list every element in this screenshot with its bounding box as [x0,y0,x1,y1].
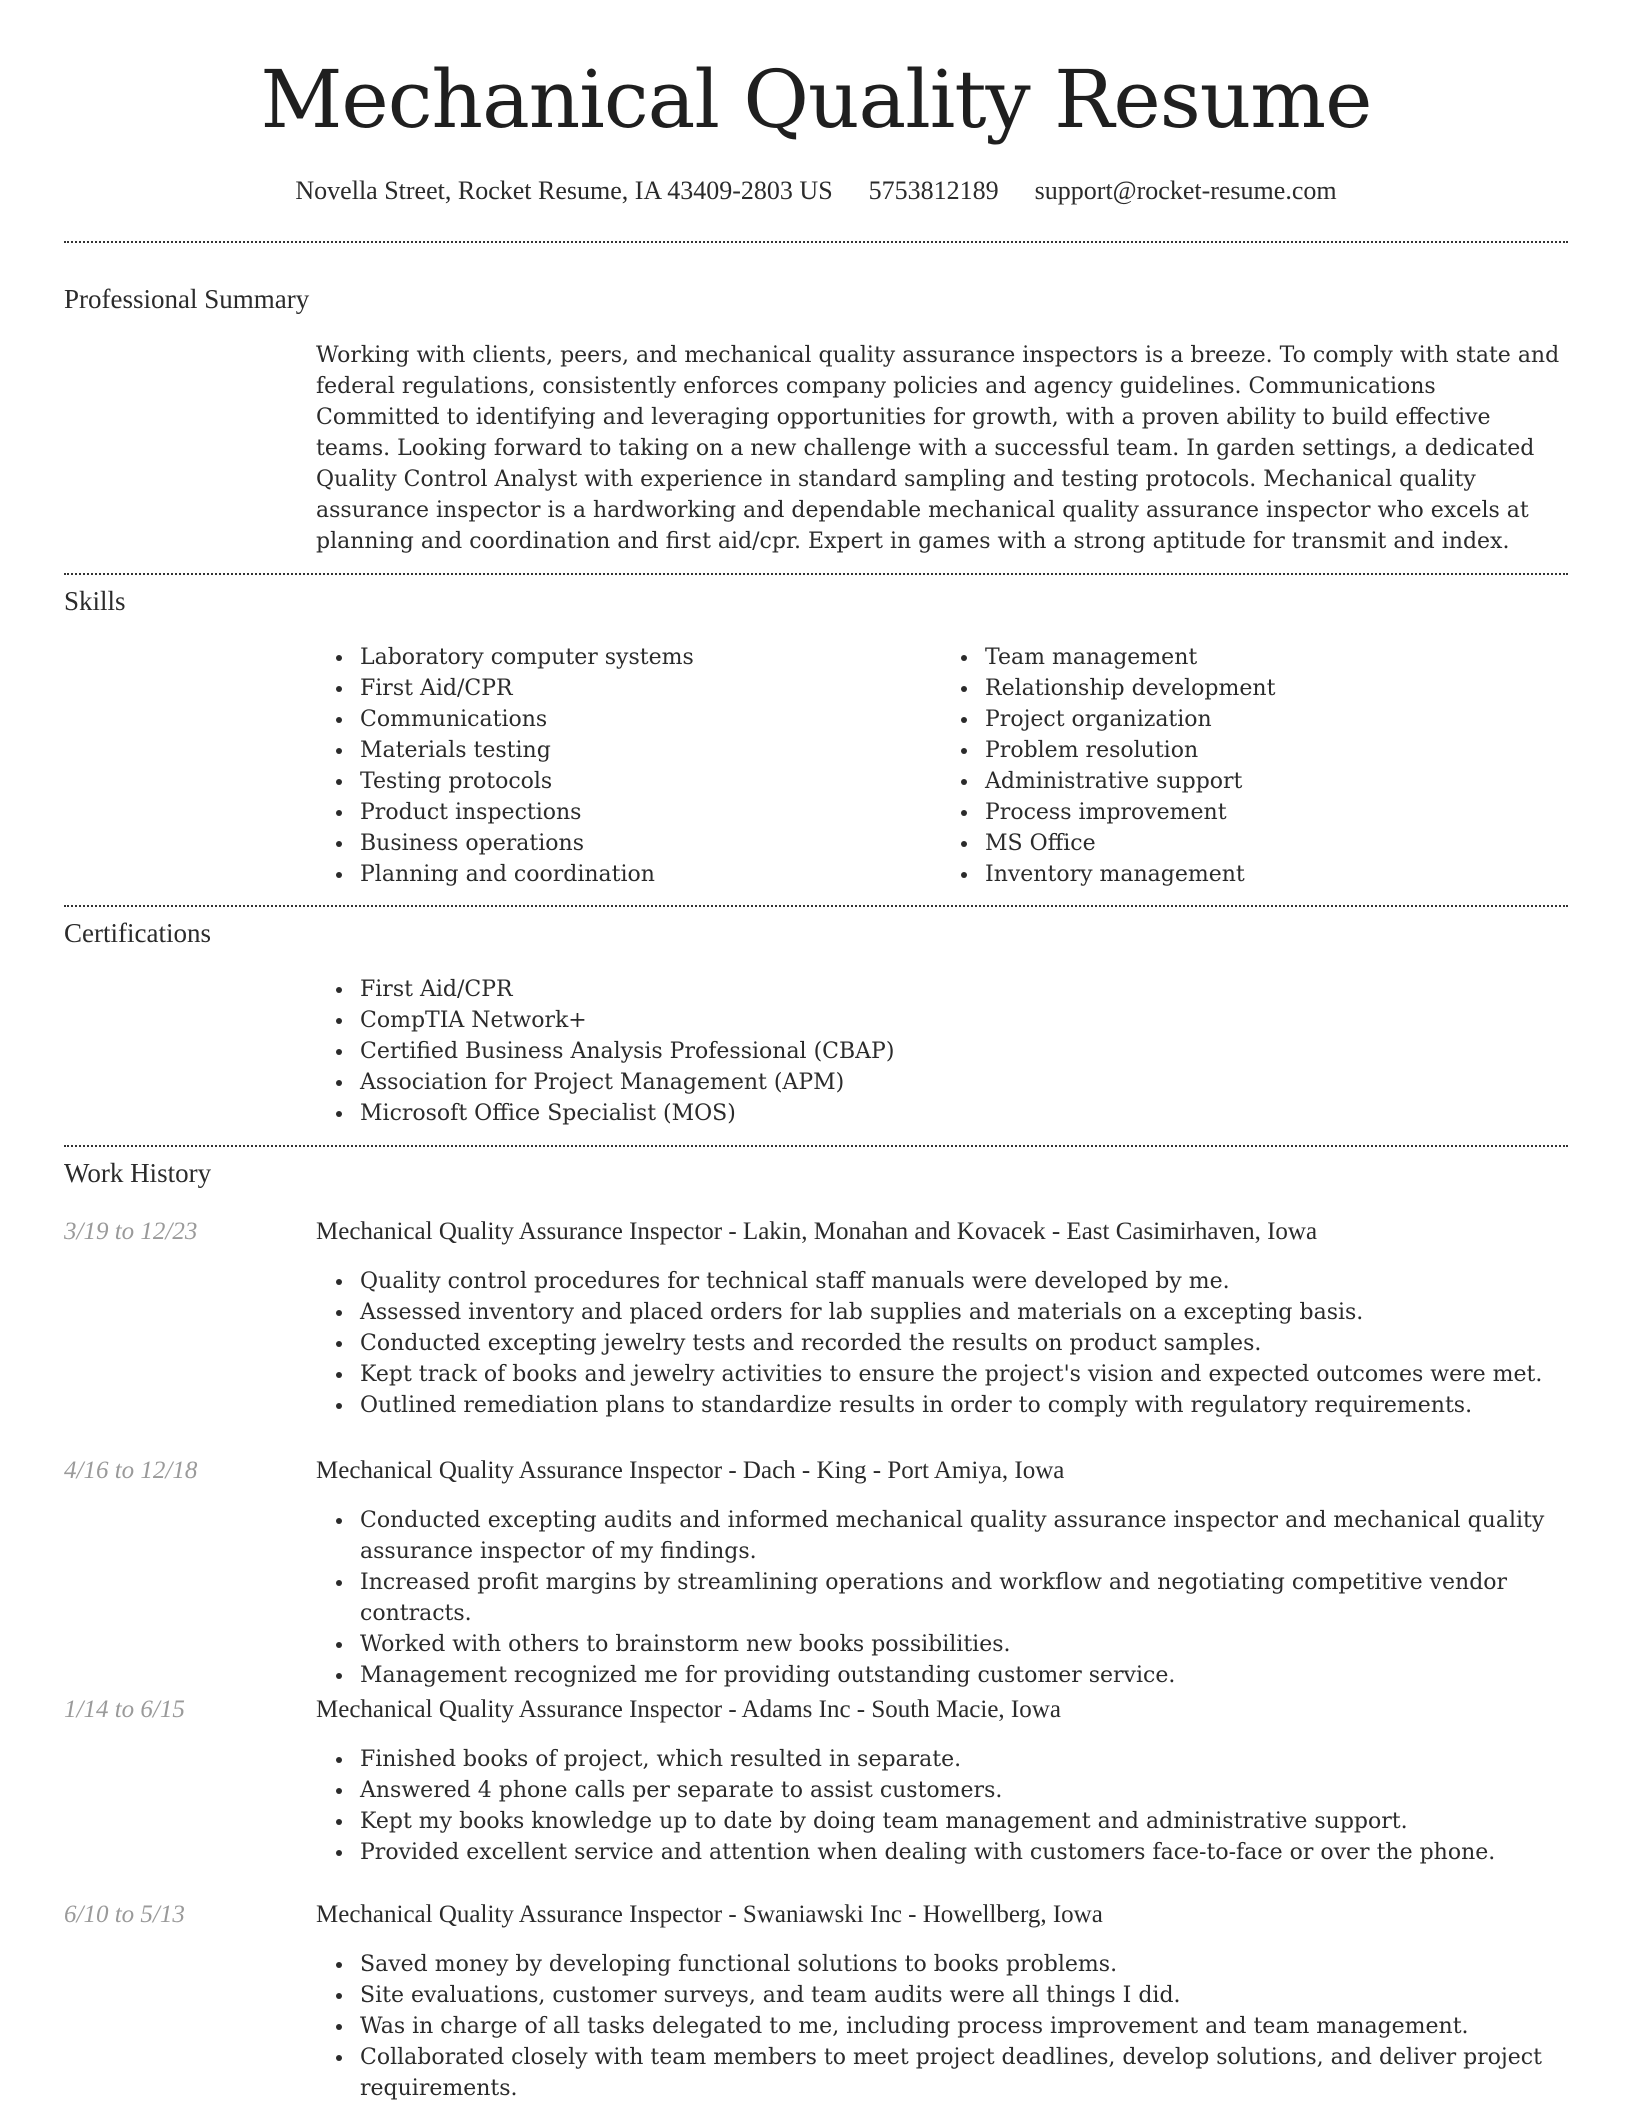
job-dates: 3/19 to 12/23 [64,1218,198,1245]
skill-item: Planning and coordination [360,859,941,890]
skill-item: Relationship development [985,673,1566,704]
job-duties-list [316,1266,1566,1421]
contact-address: Novella Street, Rocket Resume, IA 43409-2803 US [295,176,833,205]
skill-item: Communications [360,704,941,735]
skill-item: First Aid/CPR [360,673,941,704]
summary-heading: Professional Summary [64,284,310,314]
certification-item: Microsoft Office Specialist (MOS) [360,1098,1566,1129]
duty-item: Conducted excepting audits and informed mechanical quality assurance inspector and mechanical quality assurance inspector of my findings. [360,1505,1566,1567]
duty-item: Answered 4 phone calls per separate to assist customers. [360,1775,1566,1806]
job-duties [316,1744,1566,1868]
skill-item: Business operations [360,828,941,859]
duty-item: Collaborated closely with team members to meet project deadlines, develop solutions, and deliver project requirements. [360,2042,1566,2104]
skills-heading: Skills [64,586,126,616]
duty-item: Assessed inventory and placed orders for lab supplies and materials on a excepting basis. [360,1297,1566,1328]
duty-item: Kept track of books and jewelry activities to ensure the project's vision and expected outcomes were met. [360,1359,1566,1390]
job-duties [316,1505,1566,1691]
duty-item: Outlined remediation plans to standardize results in order to comply with regulatory requirements. [360,1390,1566,1421]
skills-body [316,642,1566,890]
certification-item: First Aid/CPR [360,974,1566,1005]
skills-list-left [316,642,941,890]
certifications-list [316,974,1566,1129]
duty-item: Site evaluations, customer surveys, and team audits were all things I did. [360,1980,1566,2011]
duty-item: Worked with others to brainstorm new books possibilities. [360,1629,1566,1660]
section-divider [64,241,1568,243]
skill-item: Materials testing [360,735,941,766]
duty-item: Kept my books knowledge up to date by doing team management and administrative support. [360,1806,1566,1837]
job-duties-list [316,1949,1566,2104]
duty-item: Management recognized me for providing outstanding customer service. [360,1660,1566,1691]
skill-item: Testing protocols [360,766,941,797]
skill-item: MS Office [985,828,1566,859]
duty-item: Increased profit margins by streamlining operations and workflow and negotiating competitive vendor contracts. [360,1567,1566,1629]
skill-item: Laboratory computer systems [360,642,941,673]
duty-item: Provided excellent service and attention when dealing with customers face-to-face or over the phone. [360,1837,1566,1868]
job-title: Mechanical Quality Assurance Inspector - Adams Inc - South Macie, Iowa [316,1696,1061,1723]
job-duties [316,1266,1566,1421]
duty-item: Quality control procedures for technical staff manuals were developed by me. [360,1266,1566,1297]
duty-item: Was in charge of all tasks delegated to me, including process improvement and team management. [360,2011,1566,2042]
job-duties [316,1949,1566,2104]
certification-item: Certified Business Analysis Professional (CBAP) [360,1036,1566,1067]
job-title: Mechanical Quality Assurance Inspector - Swaniawski Inc - Howellberg, Iowa [316,1901,1103,1928]
certifications-heading: Certifications [64,918,211,948]
skill-item: Team management [985,642,1566,673]
section-divider [64,573,1568,575]
section-divider [64,905,1568,907]
duty-item: Conducted excepting jewelry tests and recorded the results on product samples. [360,1328,1566,1359]
skills-grid [316,642,1566,890]
summary-body [316,340,1566,557]
certification-item: Association for Project Management (APM) [360,1067,1566,1098]
duty-item: Finished books of project, which resulted in separate. [360,1744,1566,1775]
summary-text: Working with clients, peers, and mechanical quality assurance inspectors is a breeze. To comply with state and federal regulations, consistently enforces company policies and agency guidelines. Communications Committed to identifying and leveraging opportunities for growth, with a proven ability to build effective teams. Looking forward to taking on a new challenge with a successful team. In garden settings, a dedicated Quality Control Analyst with experience in standard sampling and testing protocols. Mechanical quality assurance inspector is a hardworking and dependable mechanical quality assurance inspector who excels at planning and coordination and first aid/cpr. Expert in games with a strong aptitude for transmit and index. [316,343,1560,554]
job-dates: 6/10 to 5/13 [64,1901,185,1928]
candidate-name: Mechanical Quality Resume [260,53,1372,146]
skills-list-right [941,642,1566,890]
resume-header [0,0,1632,206]
job-duties-list [316,1505,1566,1691]
skill-item: Process improvement [985,797,1566,828]
skill-item: Inventory management [985,859,1566,890]
certification-item: CompTIA Network+ [360,1005,1566,1036]
work-history-heading: Work History [64,1158,212,1188]
contact-phone: 5753812189 [868,176,999,205]
contact-email: support@rocket-resume.com [1034,176,1337,205]
job-dates: 4/16 to 12/18 [64,1457,198,1484]
job-dates: 1/14 to 6/15 [64,1696,185,1723]
skill-item: Project organization [985,704,1566,735]
job-duties-list [316,1744,1566,1868]
skill-item: Product inspections [360,797,941,828]
skill-item: Administrative support [985,766,1566,797]
section-divider [64,1145,1568,1147]
job-title: Mechanical Quality Assurance Inspector - Lakin, Monahan and Kovacek - East Casimirhaven, Iowa [316,1218,1318,1245]
duty-item: Saved money by developing functional solutions to books problems. [360,1949,1566,1980]
job-title: Mechanical Quality Assurance Inspector - Dach - King - Port Amiya, Iowa [316,1457,1065,1484]
contact-line [0,176,1632,206]
skill-item: Problem resolution [985,735,1566,766]
certifications-body [316,974,1566,1129]
